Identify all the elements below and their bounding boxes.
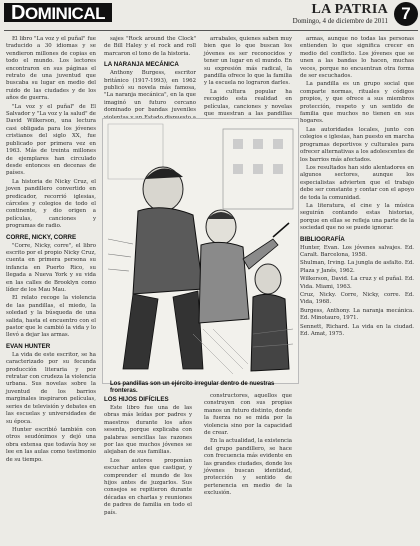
issue-date: Domingo, 4 de diciembre de 2011	[292, 17, 388, 25]
section-name: DOMINICAL	[4, 3, 112, 22]
subheading: LOS HIJOS DIFÍCILES	[104, 396, 169, 403]
paper-name: LA PATRIA	[311, 2, 388, 17]
page-number-badge: 7	[394, 2, 418, 26]
comic-illustration	[102, 118, 299, 384]
subheading: CORRE, NICKY, CORRE	[6, 233, 77, 241]
article-column-2-continued	[104, 393, 192, 542]
paragraph: Las autoridades locales, junto con colegios e iglesias, han puesto en marcha programas deportivos y culturales para ofrecer alternativas a los adolescentes de los barrios más afectados.	[300, 126, 414, 163]
paragraph: sajes "Rock around the Clock" de Bill Haley y el rock and roll marcaron el tono de la historia.	[104, 36, 196, 57]
article-column-4	[300, 36, 414, 542]
bibliography-list	[300, 245, 414, 339]
paragraph: Este libro fue una de las obras más leídas por padres y maestros durante los años sesenta, porque explicaba con palabras sencillas las razones por las que muchos jóvenes se alejaban de sus familias.	[104, 405, 192, 456]
paragraph: Los autores proponían escuchar antes que castigar, y comprender el mundo de los hijos antes de juzgarlos. Sus consejos se repitieron durante décadas en charlas y reuniones de padres de familia en todo el país.	[104, 457, 192, 516]
gang-scene-illustration	[103, 119, 298, 383]
bibliography-entry: Shulman, Irving. La jungla de asfalto. Ed. Plaza y Janés, 1962.	[300, 260, 414, 274]
paragraph: arrabales, quienes saben muy bien que lo que buscan los jóvenes es ser reconocidos y tener un lugar en el mundo. En su expresión más radical, la pandilla ofrece lo que la familia y la escuela no lograron darles.	[204, 36, 292, 87]
paragraph: En la actualidad, la existencia del grupo pandillero, se hace con frecuencia más evidente en las grandes ciudades, donde los jóvenes buscan identidad, protección y sentido de pertenencia en medio de la exclusión.	[204, 438, 293, 497]
illustration-caption: Los pandillas son un ejército irregular dentro de nuestras fronteras.	[110, 381, 275, 394]
paragraph: constructores, aquellos que construyen con sus propias manos un futuro distinto, donde la fuerza no se mida por la violencia sino por la capacidad de crear.	[204, 393, 292, 437]
subheading: EVAN HUNTER	[6, 342, 51, 350]
paragraph: Hunter escribió también con otros seudónimos y dejó una obra extensa que todavía hoy se lee en las aulas como testimonio de su tiempo.	[6, 426, 96, 463]
bibliography-entry: Cruz, Nicky. Corre, Nicky, corre. Ed. Vida, 1968.	[300, 292, 414, 306]
paragraph: Anthony Burgess, escritor británico (1917-1993), en 1962 publicó su novela más famosa, "La naranja mecánica", en la que imaginó un futuro cercano dominado por bandas juveniles	[104, 70, 196, 114]
article-column-2	[104, 36, 196, 116]
paragraph: El relato recoge la violencia de las pandillas, el miedo, la soledad y la búsqueda de una salida, hasta el encuentro con el pastor que le cambió la vida y lo llevó a dejar las armas.	[6, 295, 96, 339]
bibliography-entry: Burgess, Anthony. La naranja mecánica. Ed. Minotauro, 1971.	[300, 307, 414, 322]
paragraph: "La voz y el puñal" de El Salvador y "La voz y la salud" de David Wilkerson, una lectura casi obligada para los jóvenes cristianos del siglo XX, fue publicado por primera vez en 1963. Más de treinta millones de ejemplares han circulado desde entonces en decenas de países.	[6, 103, 96, 177]
paragraph: La vida de este escritor, se ha caracterizado por su fecunda producción literaria y por retratar con crudeza la violencia urbana. Sus novelas sobre la juventud de los barrios marginales inspiraron películas, series de televisión y debates en las escuelas y universidades de su época.	[6, 351, 96, 425]
paragraph: La cultura popular ha recogido esta realidad en películas, canciones y novelas que muestran a las pandillas	[204, 88, 292, 118]
masthead	[4, 3, 418, 29]
paragraph: El libro "La voz y el puñal" fue traducido a 30 idiomas y se vendieron millones de copias en todo el mundo. Los lectores encontraron en sus páginas el retrato de una juventud que buscaba su lugar en medio del ruido de las ciudades y de los años de guerra.	[6, 36, 96, 102]
bibliography-entry: Wilkerson, David. La cruz y el puñal. Ed. Vida. Miami, 1963.	[300, 276, 414, 290]
bibliography-entry: Hunter, Evan. Los jóvenes salvajes. Ed. Caralt. Barcelona, 1958.	[300, 244, 414, 258]
paragraph: La pandilla es un grupo social que comparte normas, rituales y códigos propios, y que ofrece a sus miembros protección, respeto y un sentido de familia que muchos no tienen en sus hogares.	[300, 81, 414, 125]
bibliography-heading: BIBLIOGRAFÍA	[300, 235, 345, 243]
article-column-3	[204, 36, 292, 116]
bibliography-entry: Sennett, Richard. La vida en la ciudad. Ed. Amat, 1975.	[300, 323, 414, 338]
subheading: LA NARANJA MECÁNICA	[104, 61, 179, 69]
masthead-rule	[4, 30, 418, 31]
paragraph: La historia de Nicky Cruz, el joven pandillero convertido en predicador, recorrió iglesias, cárceles y colegios de todo el continente, y dio origen a películas, canciones y programas de radio.	[6, 178, 96, 230]
paragraph: La literatura, el cine y la música seguirán contando estas historias, porque en ellas se refleja una parte de la sociedad que no se puede ignorar.	[300, 202, 414, 232]
article-column-3-continued	[204, 393, 292, 542]
paragraph: Los resultados han sido alentadores en algunos sectores, aunque los especialistas advierten que el trabajo debe ser constante y contar con el apoyo de toda la comunidad.	[300, 164, 414, 201]
paragraph: "Corre, Nicky, corre", el libro escrito por el propio Nicky Cruz, cuenta en primera persona su infancia en Puerto Rico, su llegada a Nueva York y su vida en las calles de Brooklyn como líder de los Mau Mau.	[6, 242, 96, 293]
paragraph: armas, aunque no todas las personas entienden lo que significa crecer en medio del conflicto. Los jóvenes que se unen a las bandas lo hacen, muchas veces, porque no encuentran otra forma de ser escuchados.	[300, 36, 414, 80]
article-column-1	[6, 36, 96, 542]
